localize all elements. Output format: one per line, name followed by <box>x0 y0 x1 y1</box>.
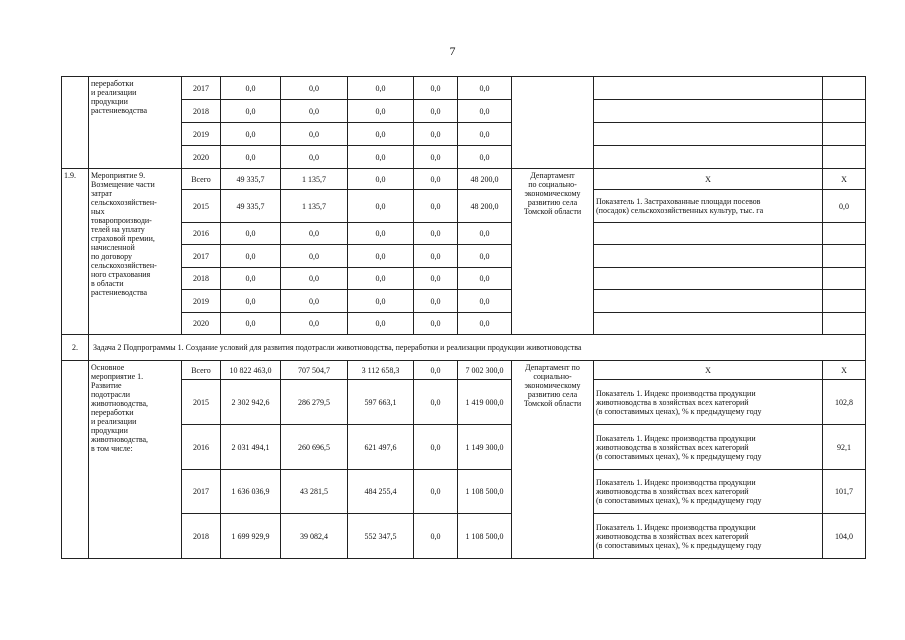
value-cell: 7 002 300,0 <box>458 361 512 380</box>
value-cell: 0,0 <box>221 245 281 268</box>
indicator-text: Показатель 1. Застрахованные площади посевов (посадок) сельскохозяйственных культур, тыс. га <box>594 190 823 223</box>
value-cell: 0,0 <box>221 123 281 146</box>
value-cell: 0,0 <box>414 313 458 335</box>
year-cell: Всего <box>182 169 221 190</box>
year-cell: 2019 <box>182 290 221 313</box>
value-cell: 0,0 <box>414 380 458 425</box>
indicator-value <box>823 313 866 335</box>
value-cell: 0,0 <box>281 146 348 169</box>
value-cell: 10 822 463,0 <box>221 361 281 380</box>
indicator-text <box>594 223 823 245</box>
value-cell: 286 279,5 <box>281 380 348 425</box>
value-cell: 39 082,4 <box>281 514 348 559</box>
indicator-value: 101,7 <box>823 470 866 514</box>
value-cell: 0,0 <box>458 100 512 123</box>
table-row <box>62 361 866 380</box>
table-row <box>62 425 866 470</box>
value-cell: 2 031 494,1 <box>221 425 281 470</box>
value-cell: 0,0 <box>348 313 414 335</box>
value-cell: 0,0 <box>281 123 348 146</box>
year-cell: Всего <box>182 361 221 380</box>
year-cell: 2020 <box>182 146 221 169</box>
value-cell: 49 335,7 <box>221 169 281 190</box>
table-row <box>62 169 866 190</box>
indicator-value: 92,1 <box>823 425 866 470</box>
indicator-value <box>823 268 866 290</box>
indicator-value <box>823 290 866 313</box>
indicator-text <box>594 290 823 313</box>
value-cell: 0,0 <box>414 290 458 313</box>
value-cell: 0,0 <box>348 190 414 223</box>
value-cell: 0,0 <box>221 223 281 245</box>
value-cell: 0,0 <box>221 290 281 313</box>
value-cell: 1 419 000,0 <box>458 380 512 425</box>
year-cell: 2019 <box>182 123 221 146</box>
measure-name: Мероприятие 9. Возмещение части затрат сельскохозяйствен- ных товаропроизводи- телей на уплату страховой премии, начисленной по договору сельскохозяйствен- ного страхования в области растениеводства <box>89 169 182 335</box>
indicator-value <box>823 100 866 123</box>
value-cell: 0,0 <box>221 100 281 123</box>
value-cell: 0,0 <box>414 123 458 146</box>
year-cell: 2016 <box>182 425 221 470</box>
value-cell: 2 302 942,6 <box>221 380 281 425</box>
value-cell: 260 696,5 <box>281 425 348 470</box>
value-cell: 0,0 <box>458 77 512 100</box>
indicator-text: Х <box>594 169 823 190</box>
row-number: 1.9. <box>62 169 89 335</box>
indicator-value: Х <box>823 169 866 190</box>
measure-name: переработки и реализации продукции растениеводства <box>89 77 182 169</box>
indicator-text: Показатель 1. Индекс производства продукции животноводства в хозяйствах всех категорий (в сопоставимых ценах), % к предыдущему году <box>594 514 823 559</box>
value-cell: 0,0 <box>414 470 458 514</box>
indicator-value <box>823 77 866 100</box>
table-row <box>62 514 866 559</box>
value-cell: 49 335,7 <box>221 190 281 223</box>
value-cell: 0,0 <box>281 245 348 268</box>
indicator-text <box>594 100 823 123</box>
value-cell: 0,0 <box>458 146 512 169</box>
value-cell: 0,0 <box>348 100 414 123</box>
table-row <box>62 146 866 169</box>
task-text: Задача 2 Подпрограммы 1. Создание условий для развития подотрасли животноводства, переработки и реализации продукции животноводства <box>89 335 866 361</box>
value-cell: 484 255,4 <box>348 470 414 514</box>
table-row <box>62 190 866 223</box>
value-cell: 0,0 <box>458 245 512 268</box>
indicator-text <box>594 123 823 146</box>
value-cell: 43 281,5 <box>281 470 348 514</box>
indicator-value: 102,8 <box>823 380 866 425</box>
value-cell: 0,0 <box>414 245 458 268</box>
value-cell: 597 663,1 <box>348 380 414 425</box>
year-cell: 2020 <box>182 313 221 335</box>
executor-cell <box>512 77 594 169</box>
value-cell: 0,0 <box>414 514 458 559</box>
value-cell: 0,0 <box>348 123 414 146</box>
indicator-value: 104,0 <box>823 514 866 559</box>
value-cell: 0,0 <box>281 223 348 245</box>
value-cell: 0,0 <box>414 268 458 290</box>
year-cell: 2018 <box>182 100 221 123</box>
value-cell: 0,0 <box>348 77 414 100</box>
value-cell: 0,0 <box>348 268 414 290</box>
program-table <box>61 76 866 559</box>
indicator-value: 0,0 <box>823 190 866 223</box>
value-cell: 1 135,7 <box>281 190 348 223</box>
value-cell: 621 497,6 <box>348 425 414 470</box>
indicator-value <box>823 146 866 169</box>
value-cell: 1 636 036,9 <box>221 470 281 514</box>
table-row <box>62 245 866 268</box>
value-cell: 0,0 <box>348 146 414 169</box>
table-row <box>62 313 866 335</box>
indicator-text: Показатель 1. Индекс производства продукции животноводства в хозяйствах всех категорий (в сопоставимых ценах), % к предыдущему году <box>594 425 823 470</box>
table-row <box>62 290 866 313</box>
indicator-value: Х <box>823 361 866 380</box>
value-cell: 48 200,0 <box>458 169 512 190</box>
indicator-value <box>823 223 866 245</box>
table-row <box>62 268 866 290</box>
value-cell: 552 347,5 <box>348 514 414 559</box>
value-cell: 0,0 <box>414 425 458 470</box>
value-cell: 48 200,0 <box>458 190 512 223</box>
year-cell: 2017 <box>182 470 221 514</box>
value-cell: 0,0 <box>458 223 512 245</box>
indicator-text: Х <box>594 361 823 380</box>
year-cell: 2018 <box>182 268 221 290</box>
value-cell: 0,0 <box>281 268 348 290</box>
value-cell: 0,0 <box>414 100 458 123</box>
value-cell: 707 504,7 <box>281 361 348 380</box>
measure-name: Основное мероприятие 1. Развитие подотрасли животноводства, переработки и реализации продукции животноводства, в том числе: <box>89 361 182 559</box>
indicator-text: Показатель 1. Индекс производства продукции животноводства в хозяйствах всех категорий (в сопоставимых ценах), % к предыдущему году <box>594 470 823 514</box>
number-cell <box>62 77 89 169</box>
indicator-value <box>823 245 866 268</box>
executor-cell: Департамент по социально- экономическому развитию села Томской области <box>512 169 594 335</box>
value-cell: 0,0 <box>414 146 458 169</box>
value-cell: 0,0 <box>414 190 458 223</box>
value-cell: 0,0 <box>458 290 512 313</box>
table-row <box>62 100 866 123</box>
value-cell: 1 135,7 <box>281 169 348 190</box>
value-cell: 0,0 <box>281 100 348 123</box>
indicator-text <box>594 268 823 290</box>
table-row <box>62 77 866 100</box>
year-cell: 2018 <box>182 514 221 559</box>
page-number: 7 <box>449 44 456 58</box>
value-cell: 0,0 <box>414 361 458 380</box>
indicator-text <box>594 313 823 335</box>
executor-cell: Департамент по социально- экономическому развитию села Томской области <box>512 361 594 559</box>
value-cell: 0,0 <box>414 169 458 190</box>
value-cell: 0,0 <box>281 313 348 335</box>
indicator-text <box>594 245 823 268</box>
number-cell <box>62 361 89 559</box>
value-cell: 0,0 <box>348 169 414 190</box>
year-cell: 2015 <box>182 190 221 223</box>
value-cell: 1 108 500,0 <box>458 470 512 514</box>
table-row <box>62 335 866 361</box>
table-row <box>62 380 866 425</box>
value-cell: 0,0 <box>221 268 281 290</box>
indicator-text <box>594 77 823 100</box>
task-number: 2. <box>62 335 89 361</box>
value-cell: 1 149 300,0 <box>458 425 512 470</box>
indicator-text <box>594 146 823 169</box>
year-cell: 2017 <box>182 245 221 268</box>
indicator-text: Показатель 1. Индекс производства продукции животноводства в хозяйствах всех категорий (в сопоставимых ценах), % к предыдущему году <box>594 380 823 425</box>
year-cell: 2016 <box>182 223 221 245</box>
table-row <box>62 123 866 146</box>
value-cell: 0,0 <box>221 313 281 335</box>
value-cell: 0,0 <box>458 268 512 290</box>
value-cell: 0,0 <box>348 245 414 268</box>
table-row <box>62 470 866 514</box>
table-row <box>62 223 866 245</box>
year-cell: 2017 <box>182 77 221 100</box>
indicator-value <box>823 123 866 146</box>
value-cell: 0,0 <box>458 123 512 146</box>
year-cell: 2015 <box>182 380 221 425</box>
value-cell: 0,0 <box>348 223 414 245</box>
value-cell: 1 108 500,0 <box>458 514 512 559</box>
value-cell: 0,0 <box>221 77 281 100</box>
value-cell: 0,0 <box>221 146 281 169</box>
value-cell: 0,0 <box>281 77 348 100</box>
value-cell: 0,0 <box>414 77 458 100</box>
value-cell: 0,0 <box>348 290 414 313</box>
value-cell: 0,0 <box>281 290 348 313</box>
value-cell: 3 112 658,3 <box>348 361 414 380</box>
value-cell: 0,0 <box>458 313 512 335</box>
value-cell: 0,0 <box>414 223 458 245</box>
value-cell: 1 699 929,9 <box>221 514 281 559</box>
